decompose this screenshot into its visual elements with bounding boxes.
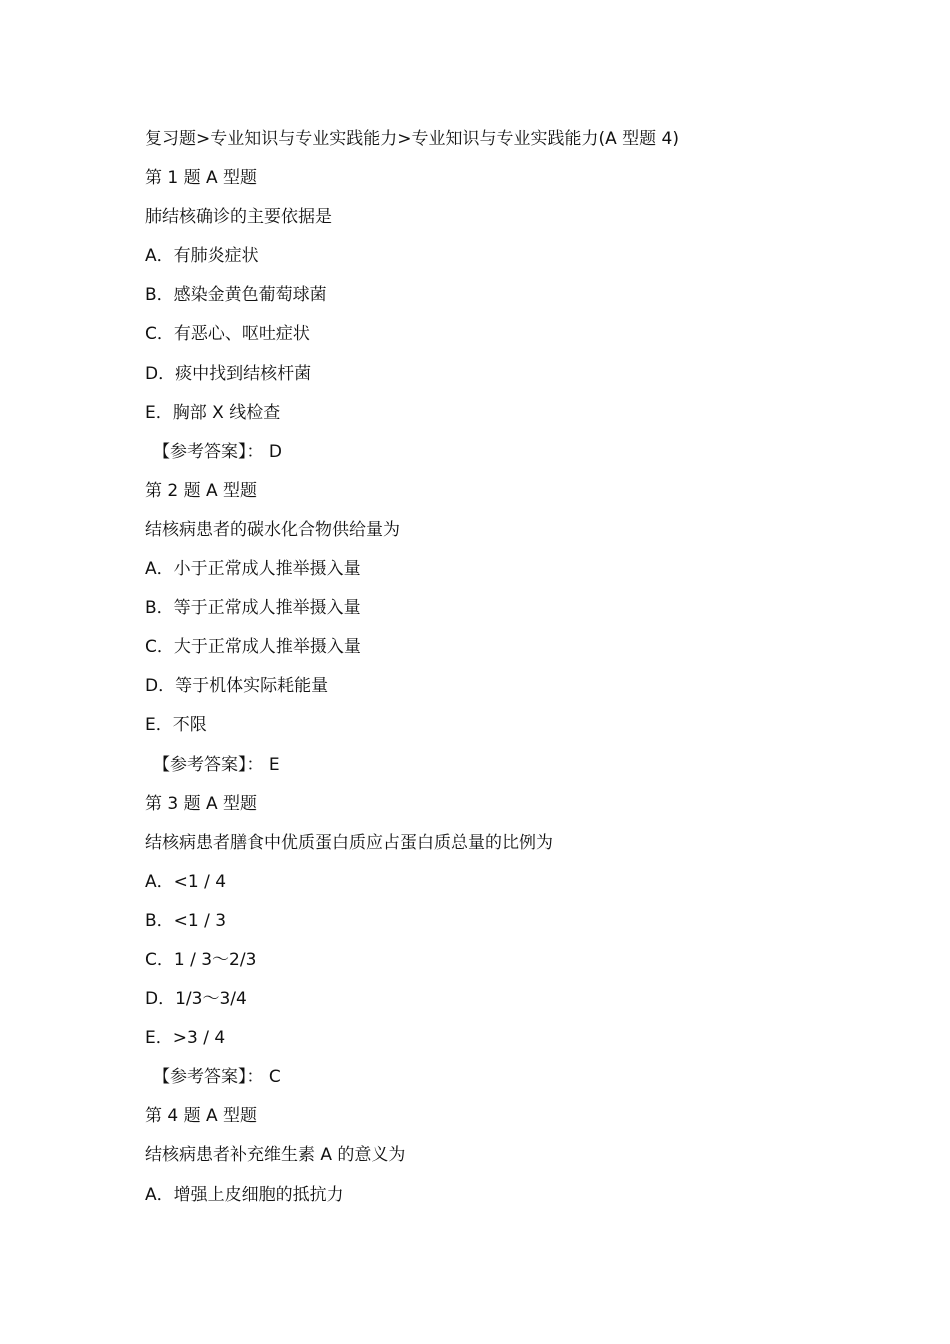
option-a: A．<1 / 4 <box>145 871 227 892</box>
option-a: A．增强上皮细胞的抵抗力 <box>145 1184 344 1205</box>
question-stem: 结核病患者补充维生素 A 的意义为 <box>145 1145 406 1166</box>
option-a: A．小于正常成人推举摄入量 <box>145 559 361 580</box>
option-c: C．大于正常成人推举摄入量 <box>145 637 361 658</box>
option-c: C．有恶心、呕吐症状 <box>145 324 310 345</box>
option-e: E．胸部 X 线检查 <box>145 402 281 423</box>
option-d: D．等于机体实际耗能量 <box>145 676 329 697</box>
breadcrumb: 复习题>专业知识与专业实践能力>专业知识与专业实践能力(A 型题 4) <box>145 129 680 149</box>
question-2 <box>145 472 865 785</box>
option-d: D．1/3～3/4 <box>145 989 247 1010</box>
reference-answer: 【参考答案】： D <box>153 441 282 462</box>
question-header: 第 1 题 A 型题 <box>145 168 258 189</box>
reference-answer: 【参考答案】： E <box>153 754 280 775</box>
option-e: E．>3 / 4 <box>145 1028 226 1049</box>
option-b: B．<1 / 3 <box>145 910 227 931</box>
option-e: E．不限 <box>145 715 207 736</box>
option-d: D．痰中找到结核杆菌 <box>145 363 312 384</box>
question-1 <box>145 159 865 472</box>
option-b: B．等于正常成人推举摄入量 <box>145 598 361 619</box>
question-header: 第 2 题 A 型题 <box>145 480 258 501</box>
question-header: 第 4 题 A 型题 <box>145 1106 258 1127</box>
question-4 <box>145 1097 865 1214</box>
option-a: A．有肺炎症状 <box>145 246 259 267</box>
question-stem: 结核病患者的碳水化合物供给量为 <box>145 519 400 540</box>
option-c: C．1 / 3～2/3 <box>145 949 257 970</box>
option-b: B．感染金黄色葡萄球菌 <box>145 285 327 306</box>
question-stem: 结核病患者膳食中优质蛋白质应占蛋白质总量的比例为 <box>145 832 553 853</box>
reference-answer: 【参考答案】： C <box>153 1067 281 1088</box>
document-content <box>145 120 865 1215</box>
question-header: 第 3 题 A 型题 <box>145 793 258 814</box>
question-stem: 肺结核确诊的主要依据是 <box>145 207 332 228</box>
question-3 <box>145 785 865 1098</box>
